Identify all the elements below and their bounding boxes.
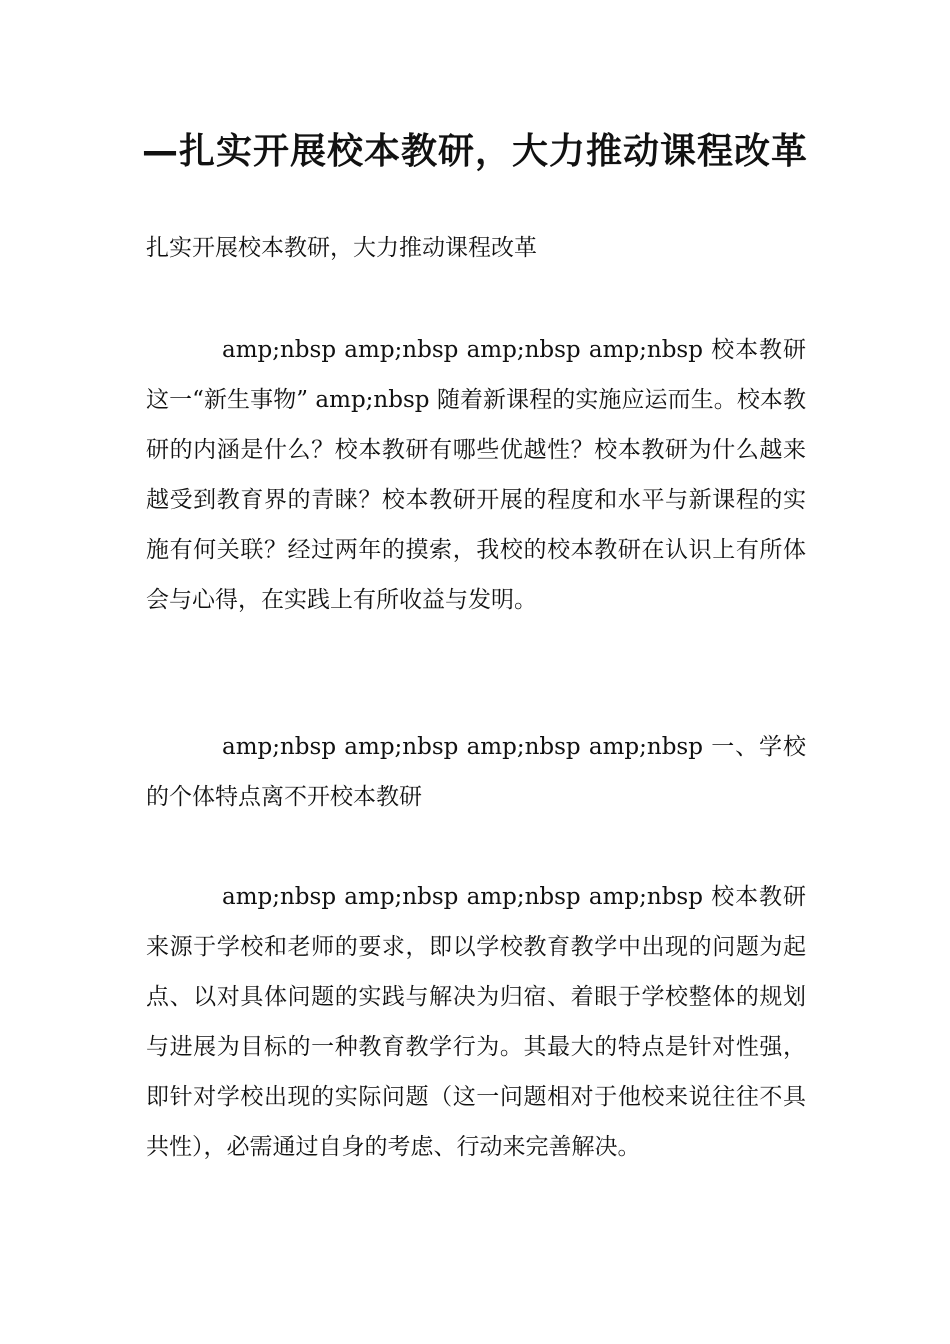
document-title: —扎实开展校本教研，大力推动课程改革	[141, 131, 808, 172]
paragraph-section-heading: amp;nbsp amp;nbsp amp;nbsp amp;nbsp 一、学校的个体特点离不开校本教研	[146, 734, 806, 810]
paragraph-body: amp;nbsp amp;nbsp amp;nbsp amp;nbsp 校本教研来源于学校和老师的要求，即以学校教育教学中出现的问题为起点、以对具体问题的实践与解决为归宿、着眼于学校整体的规划与进展为目标的一种教育教学行为。其最大的特点是针对性强，即针对学校出现的实际问题（这一问题相对于他校来说往往不具共性），必需通过自身的考虑、行动来完善解决。	[146, 884, 806, 1160]
document-subtitle: 扎实开展校本教研，大力推动课程改革	[146, 235, 537, 261]
paragraph-intro: amp;nbsp amp;nbsp amp;nbsp amp;nbsp 校本教研这一“新生事物” amp;nbsp 随着新课程的实施应运而生。校本教研的内涵是什么？校本教研有哪些优越性？校本教研为什么越来越受到教育界的青睐？校本教研开展的程度和水平与新课程的实施有何关联？经过两年的摸索，我校的校本教研在认识上有所体会与心得，在实践上有所收益与发明。	[146, 337, 806, 613]
